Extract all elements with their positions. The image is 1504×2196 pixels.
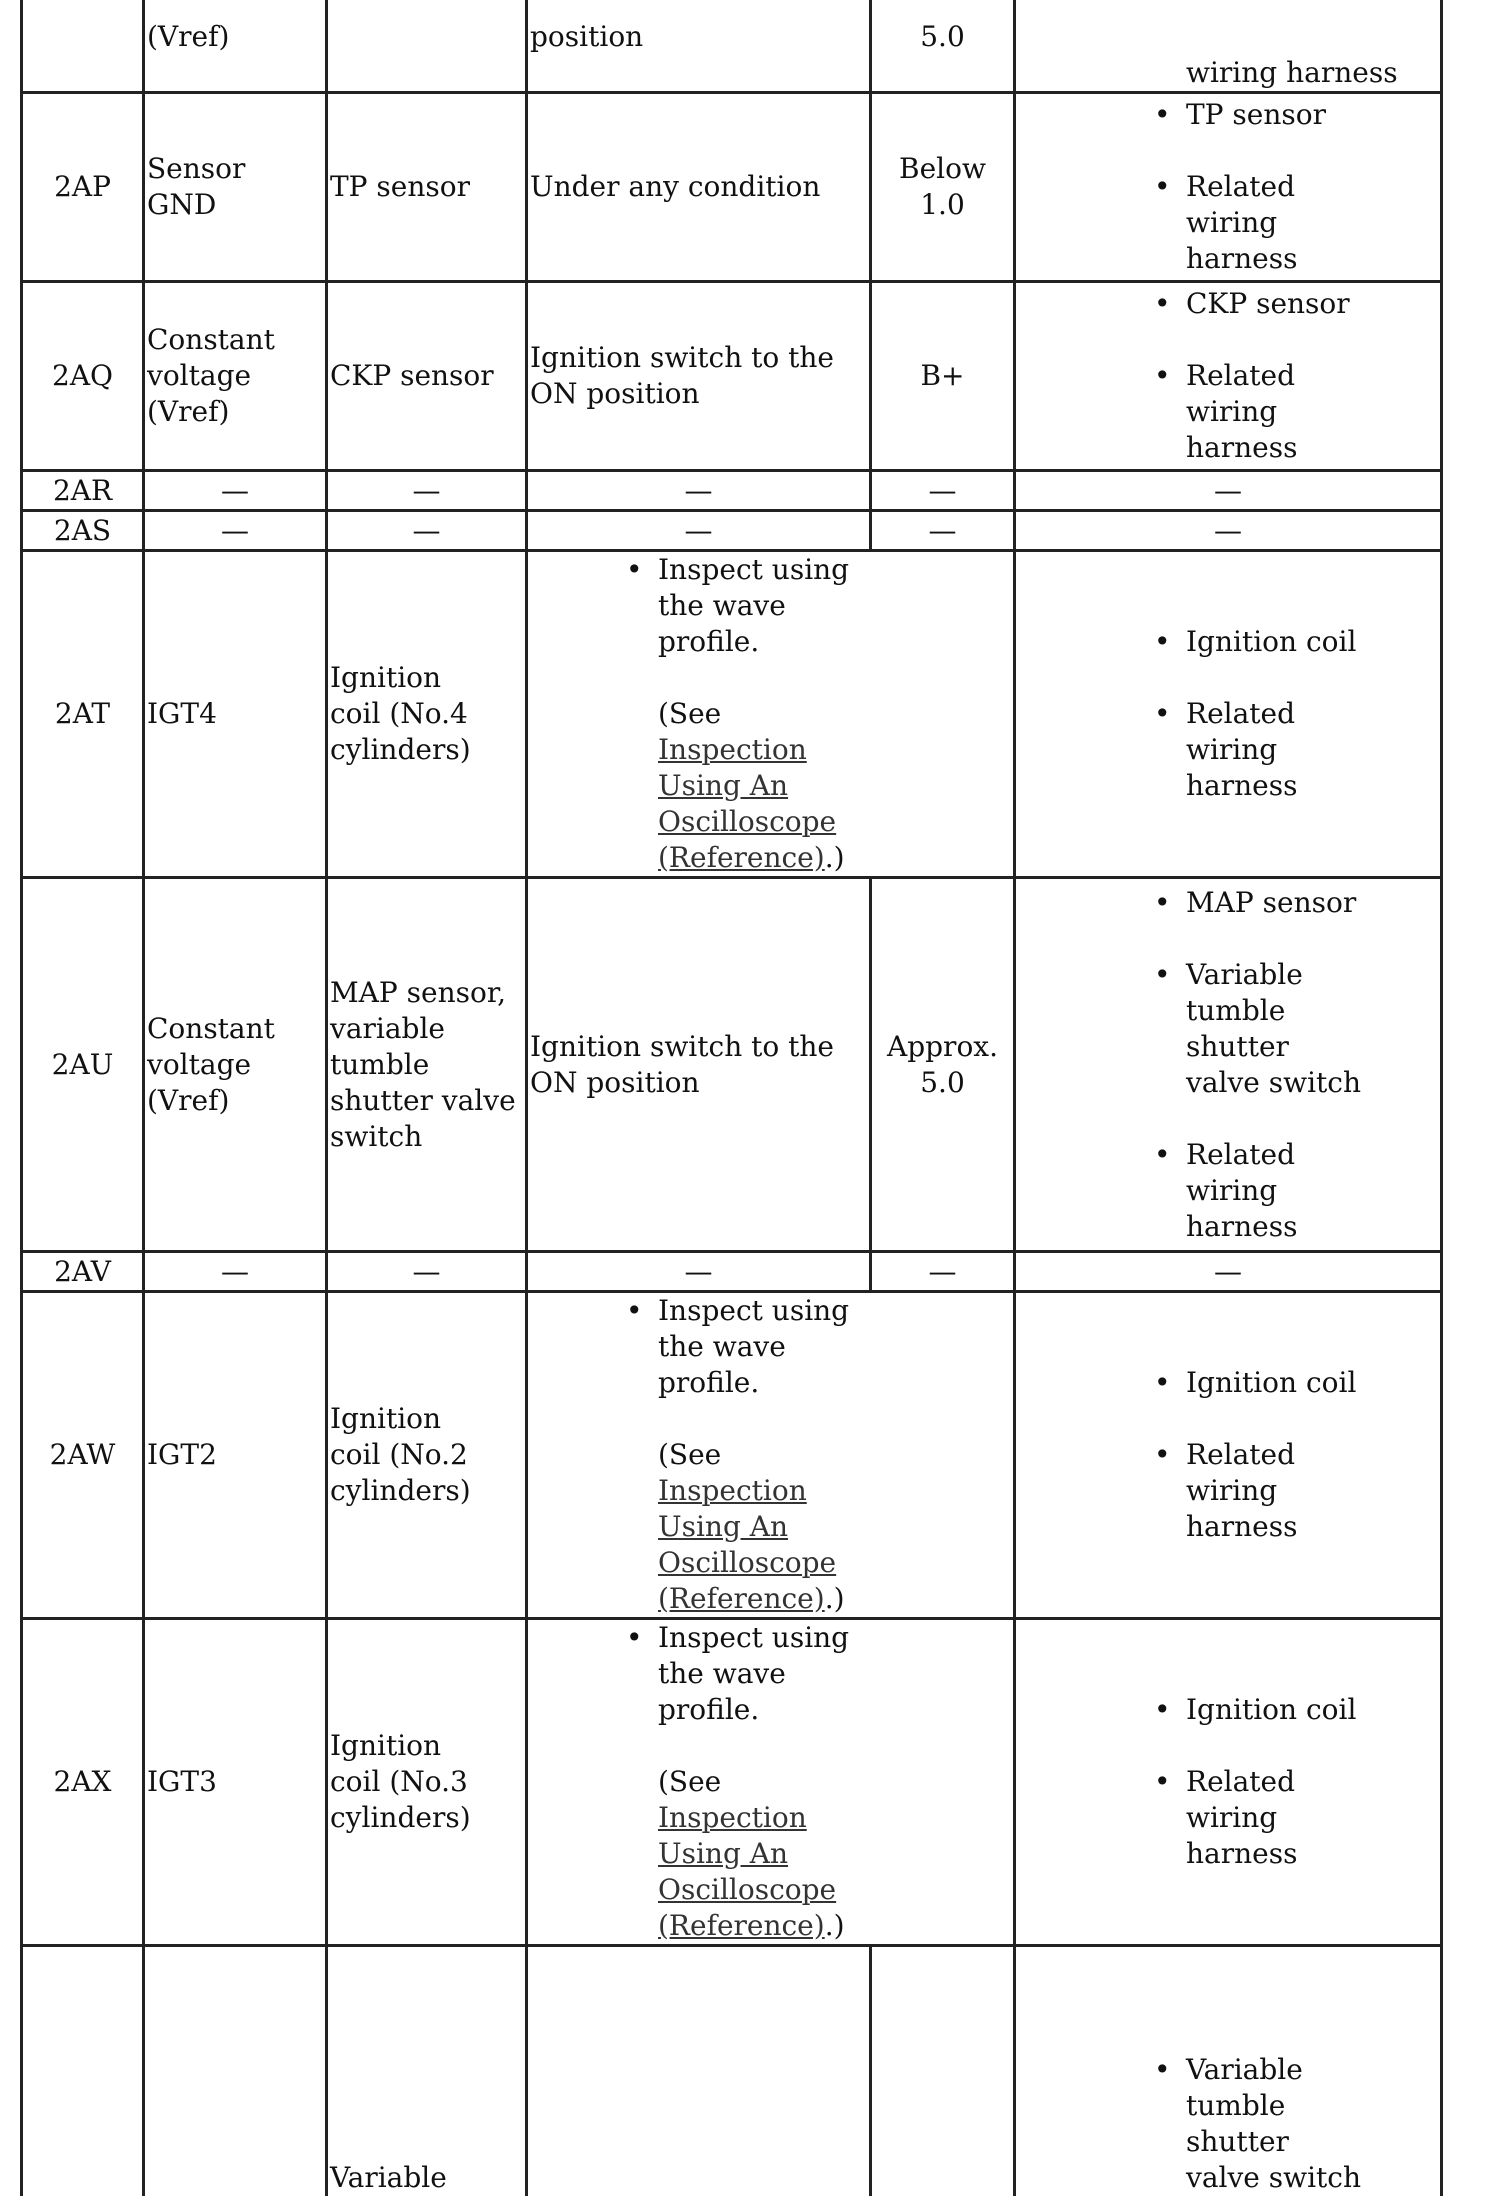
table-row [22, 878, 1442, 1252]
table-row [22, 1946, 1442, 2196]
connected-cell: MAP sensor, variable tumble shutter valve switch [327, 878, 527, 1252]
check-point-item: • Related wiring harness [1186, 1437, 1296, 1545]
inspection-cell [527, 551, 1015, 878]
dash-cell: — [327, 471, 527, 511]
voltage-cell: Approx. 5.0 [871, 878, 1015, 1252]
terminal-cell: 2AW [22, 1292, 144, 1619]
check-point-item: • Ignition coil [1186, 624, 1438, 660]
inspection-item [658, 1620, 858, 1944]
voltage-cell: Below 1.0 [871, 93, 1015, 282]
check-points-cell [1015, 1292, 1442, 1619]
see-note [658, 696, 858, 876]
connected-cell: Variable [327, 1946, 527, 2196]
check-points-cell [1015, 551, 1442, 878]
signal-cell: IGT4 [144, 551, 327, 878]
check-point-item: wiring harness [1186, 56, 1398, 89]
signal-cell [144, 1946, 327, 2196]
connected-cell: CKP sensor [327, 282, 527, 471]
condition-cell: position [527, 0, 871, 93]
oscilloscope-link[interactable]: Inspection Using An Oscilloscope (Reference) [658, 733, 837, 874]
voltage-cell: B+ [871, 282, 1015, 471]
oscilloscope-link[interactable]: Inspection Using An Oscilloscope (Reference) [658, 1474, 837, 1615]
dash-cell: — [144, 471, 327, 511]
signal-cell: (Vref) [144, 0, 327, 93]
table-row [22, 93, 1442, 282]
condition-cell: Ignition switch to the ON position [527, 282, 871, 471]
terminal-cell: 2AV [22, 1252, 144, 1292]
signal-cell: IGT2 [144, 1292, 327, 1619]
see-suffix: .) [824, 1909, 845, 1942]
voltage-cell: 5.0 [871, 0, 1015, 93]
connected-cell [327, 0, 527, 93]
see-prefix: (See [658, 1765, 722, 1798]
inspection-text: Inspect using the wave profile. [658, 553, 850, 658]
oscilloscope-link[interactable]: Inspection Using An Oscilloscope (Reference) [658, 1801, 837, 1942]
dash-cell: — [527, 511, 871, 551]
check-point-item: • Related wiring harness [1186, 696, 1296, 804]
dash-cell: — [144, 1252, 327, 1292]
table-row [22, 1619, 1442, 1946]
inspection-cell [527, 1292, 1015, 1619]
see-suffix: .) [824, 841, 845, 874]
see-note [658, 1437, 858, 1617]
terminal-cell: 2AP [22, 93, 144, 282]
dash-cell: — [327, 511, 527, 551]
inspection-item [658, 552, 858, 876]
check-point-item: • TP sensor [1186, 97, 1438, 133]
inspection-text: Inspect using the wave profile. [658, 1294, 850, 1399]
table-row [22, 1292, 1442, 1619]
table-row [22, 0, 1442, 93]
check-points-cell [1015, 878, 1442, 1252]
dash-cell: — [1015, 1252, 1442, 1292]
see-suffix: .) [824, 1582, 845, 1615]
dash-cell: — [144, 511, 327, 551]
condition-cell [527, 1946, 871, 2196]
inspection-cell [527, 1619, 1015, 1946]
signal-cell: Sensor GND [144, 93, 327, 282]
see-prefix: (See [658, 697, 722, 730]
connected-cell: Ignition coil (No.3 cylinders) [327, 1619, 527, 1946]
check-points-cell [1015, 282, 1442, 471]
voltage-cell [871, 1946, 1015, 2196]
see-prefix: (See [658, 1438, 722, 1471]
dash-cell: — [327, 1252, 527, 1292]
check-point-item: • Related wiring harness [1186, 1764, 1296, 1872]
table-row [22, 282, 1442, 471]
terminal-cell: 2AT [22, 551, 144, 878]
signal-cell: IGT3 [144, 1619, 327, 1946]
connected-cell: Ignition coil (No.2 cylinders) [327, 1292, 527, 1619]
dash-cell: — [1015, 511, 1442, 551]
check-point-item: • Ignition coil [1186, 1365, 1438, 1401]
connected-cell: Ignition coil (No.4 cylinders) [327, 551, 527, 878]
terminal-cell: 2AS [22, 511, 144, 551]
condition-cell: Under any condition [527, 93, 871, 282]
check-point-item: • CKP sensor [1186, 286, 1438, 322]
check-point-item: • Ignition coil [1186, 1692, 1438, 1728]
signal-cell: Constant voltage (Vref) [144, 282, 327, 471]
check-points-cell [1015, 93, 1442, 282]
check-point-item: • Related wiring harness [1186, 169, 1296, 277]
dash-cell: — [871, 1252, 1015, 1292]
dash-cell: — [527, 471, 871, 511]
terminal-voltage-table [20, 0, 1443, 2196]
check-points-cell [1015, 1619, 1442, 1946]
table-row [22, 551, 1442, 878]
inspection-item [658, 1293, 858, 1617]
signal-cell: Constant voltage (Vref) [144, 878, 327, 1252]
dash-cell: — [527, 1252, 871, 1292]
dash-cell: — [871, 511, 1015, 551]
see-note [658, 1764, 858, 1944]
terminal-cell [22, 1946, 144, 2196]
check-point-item: • Variable tumble shutter valve switch [1186, 2052, 1366, 2196]
terminal-cell [22, 0, 144, 93]
dash-cell: — [1015, 471, 1442, 511]
check-point-item: • Variable tumble shutter valve switch [1186, 957, 1366, 1101]
condition-cell: Ignition switch to the ON position [527, 878, 871, 1252]
table-row [22, 471, 1442, 511]
check-point-item: • MAP sensor [1186, 885, 1438, 921]
terminal-cell: 2AU [22, 878, 144, 1252]
inspection-text: Inspect using the wave profile. [658, 1621, 850, 1726]
check-points-cell [1015, 0, 1442, 93]
dash-cell: — [871, 471, 1015, 511]
check-point-item: • Related wiring harness [1186, 1137, 1296, 1245]
terminal-cell: 2AX [22, 1619, 144, 1946]
connected-cell: TP sensor [327, 93, 527, 282]
terminal-cell: 2AR [22, 471, 144, 511]
check-points-cell [1015, 1946, 1442, 2196]
check-point-item: • Related wiring harness [1186, 358, 1296, 466]
table-row [22, 511, 1442, 551]
terminal-cell: 2AQ [22, 282, 144, 471]
table-row [22, 1252, 1442, 1292]
